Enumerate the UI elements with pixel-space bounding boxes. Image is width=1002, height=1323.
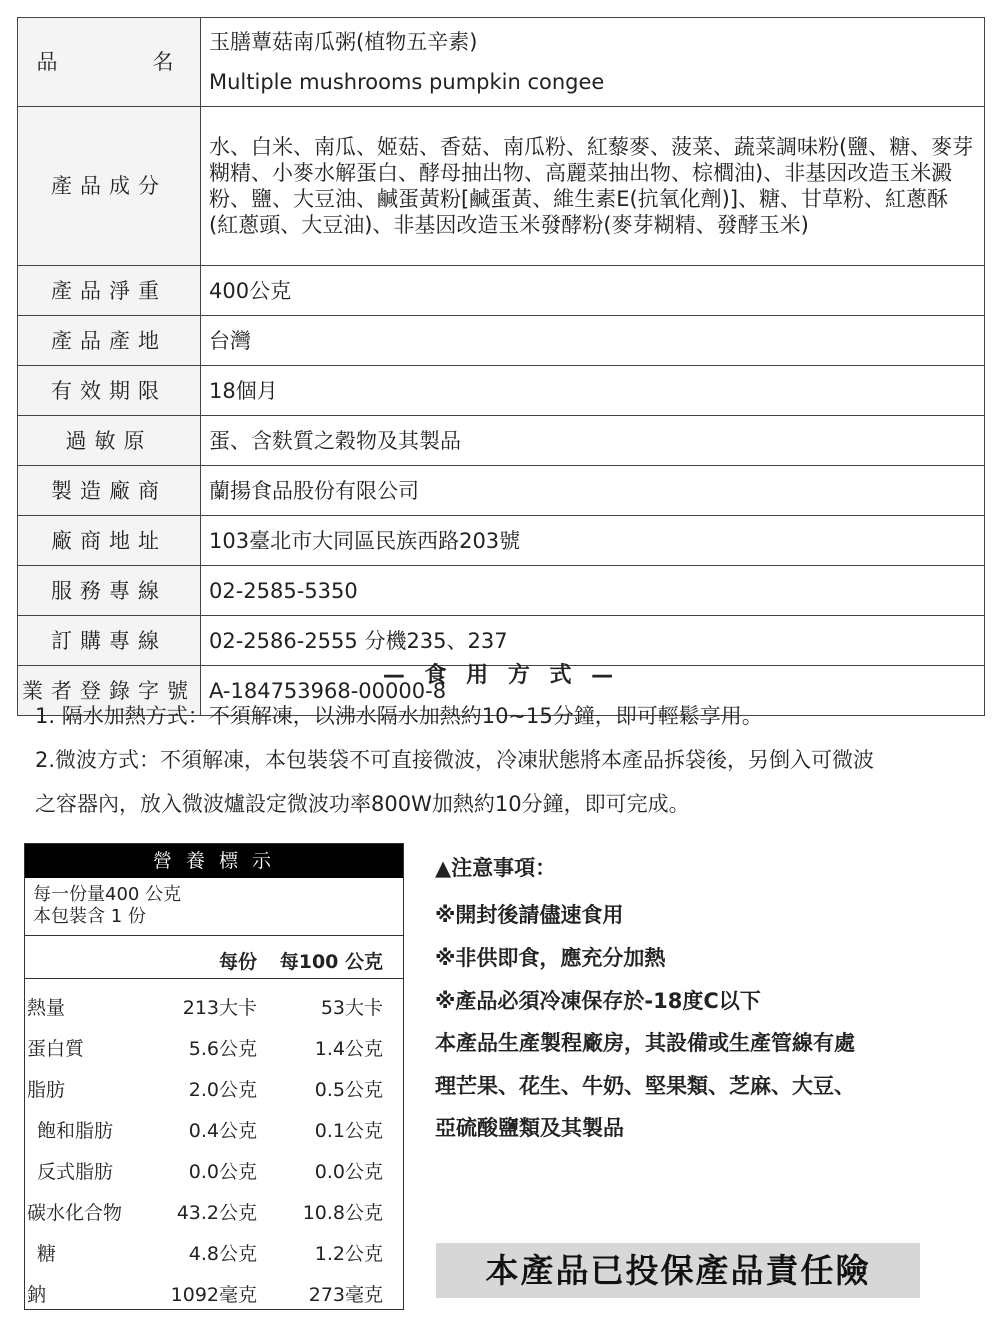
caution-item: 本產品生產製程廠房，其設備或生產管線有處 <box>435 1031 855 1055</box>
nutrition-column-header <box>25 936 403 979</box>
registration-label: 業者登錄字號 <box>18 666 201 716</box>
nutrition-row <box>25 1065 403 1106</box>
product-name-en: Multiple mushrooms pumpkin congee <box>209 70 605 94</box>
nutrient-per-100g: 10.8公克 <box>302 1202 383 1224</box>
product-name-row <box>18 18 985 107</box>
order-line-value: 02-2586-2555 分機235、237 <box>201 616 985 666</box>
address-value: 103臺北市大同區民族西路203號 <box>201 516 985 566</box>
service-line-label: 服務專線 <box>18 566 201 616</box>
origin-label: 產品產地 <box>18 316 201 366</box>
allergen-label: 過敏原 <box>18 416 201 466</box>
caution-item: ※產品必須冷凍保存於-18度C以下 <box>435 989 761 1013</box>
nutrient-per-serving: 4.8公克 <box>188 1243 257 1265</box>
nutrition-facts-box <box>24 843 404 1310</box>
origin-value: 台灣 <box>201 316 985 366</box>
nutrition-row <box>25 1106 403 1147</box>
nutrient-name: 反式脂肪 <box>37 1161 114 1183</box>
info-row <box>18 416 985 466</box>
usage-microwave-instruction-cont: 之容器內，放入微波爐設定微波功率800W加熱約10分鐘，即可完成。 <box>35 792 690 816</box>
caution-item: 亞硫酸鹽類及其製品 <box>435 1116 624 1140</box>
net-weight-value: 400公克 <box>201 266 985 316</box>
ingredients-value: 水、白米、南瓜、姬菇、香菇、南瓜粉、紅藜麥、菠菜、蔬菜調味粉(鹽、糖、麥芽糊精、小麥水解蛋白、酵母抽出物、高麗菜抽出物、棕櫚油)、非基因改造玉米澱粉、鹽、大豆油、鹹蛋黃粉[鹹蛋黃、維生素E(抗氧化劑)]、糖、甘草粉、紅蔥酥(紅蔥頭、大豆油)、非基因改造玉米發酵粉(麥芽糊精、發酵玉米) <box>201 107 985 266</box>
order-line-label: 訂購專線 <box>18 616 201 666</box>
nutrition-rows <box>25 979 403 1311</box>
product-name-value <box>201 18 985 107</box>
nutrient-per-100g: 1.4公克 <box>314 1038 383 1060</box>
nutrient-name: 脂肪 <box>27 1079 66 1101</box>
usage-title: — 食 用 方 式 — <box>382 663 620 688</box>
nutrition-row <box>25 1147 403 1188</box>
nutrition-row <box>25 1188 403 1229</box>
info-row <box>18 566 985 616</box>
nutrient-per-serving: 0.0公克 <box>188 1161 257 1183</box>
registration-value: A-184753968-00000-8 <box>201 666 985 716</box>
nutrition-serving-info <box>25 878 403 936</box>
nutrient-name: 飽和脂肪 <box>37 1120 114 1142</box>
serving-size: 每一份量400 公克 <box>33 884 182 905</box>
product-info-table <box>17 17 985 716</box>
caution-item: 理芒果、花生、牛奶、堅果類、芝麻、大豆、 <box>435 1074 855 1098</box>
nutrient-per-serving: 43.2公克 <box>176 1202 257 1224</box>
nutrient-per-serving: 1092毫克 <box>170 1284 257 1306</box>
net-weight-label: 產品淨重 <box>18 266 201 316</box>
per-serving-header: 每份 <box>218 951 257 973</box>
nutrient-per-100g: 1.2公克 <box>314 1243 383 1265</box>
info-row <box>18 516 985 566</box>
usage-steam-instruction: 1. 隔水加熱方式：不須解凍，以沸水隔水加熱約10~15分鐘，即可輕鬆享用。 <box>35 704 763 728</box>
nutrient-name: 蛋白質 <box>27 1038 85 1060</box>
service-line-value: 02-2585-5350 <box>201 566 985 616</box>
caution-item: ※開封後請儘速食用 <box>435 903 624 927</box>
address-label: 廠商地址 <box>18 516 201 566</box>
manufacturer-value: 蘭揚食品股份有限公司 <box>201 466 985 516</box>
nutrient-per-serving: 213大卡 <box>182 997 257 1019</box>
nutrition-row <box>25 1229 403 1270</box>
nutrient-per-100g: 0.0公克 <box>314 1161 383 1183</box>
nutrient-per-serving: 2.0公克 <box>188 1079 257 1101</box>
product-name-zh: 玉膳蕈菇南瓜粥(植物五辛素) <box>209 30 478 54</box>
allergen-value: 蛋、含麩質之穀物及其製品 <box>201 416 985 466</box>
caution-item: ※非供即食，應充分加熱 <box>435 946 666 970</box>
manufacturer-label: 製造廠商 <box>18 466 201 516</box>
product-name-label: 品 名 <box>18 18 201 107</box>
caution-title: ▲注意事項： <box>435 856 557 880</box>
nutrient-per-100g: 53大卡 <box>320 997 383 1019</box>
nutrient-per-100g: 0.5公克 <box>314 1079 383 1101</box>
shelf-life-label: 有效期限 <box>18 366 201 416</box>
ingredients-label: 產品成分 <box>18 107 201 266</box>
servings-per-package: 本包裝含 1 份 <box>33 906 146 927</box>
nutrition-row <box>25 1024 403 1065</box>
info-row <box>18 366 985 416</box>
info-row <box>18 466 985 516</box>
nutrient-name: 熱量 <box>27 997 66 1019</box>
per-100g-header: 每100 公克 <box>279 951 383 973</box>
info-row <box>18 266 985 316</box>
info-row <box>18 316 985 366</box>
ingredients-row <box>18 107 985 266</box>
nutrient-name: 碳水化合物 <box>27 1202 123 1224</box>
nutrient-name: 鈉 <box>27 1284 47 1306</box>
nutrition-row <box>25 983 403 1024</box>
shelf-life-value: 18個月 <box>201 366 985 416</box>
nutrition-header: 營 養 標 示 <box>25 844 403 878</box>
nutrient-per-100g: 273毫克 <box>308 1284 383 1306</box>
nutrient-per-serving: 5.6公克 <box>188 1038 257 1060</box>
nutrient-name: 糖 <box>37 1243 57 1265</box>
nutrient-per-serving: 0.4公克 <box>188 1120 257 1142</box>
nutrient-per-100g: 0.1公克 <box>314 1120 383 1142</box>
usage-microwave-instruction: 2.微波方式：不須解凍，本包裝袋不可直接微波，冷凍狀態將本產品拆袋後，另倒入可微波 <box>35 748 875 772</box>
nutrition-row <box>25 1270 403 1311</box>
insurance-banner: 本產品已投保產品責任險 <box>436 1243 920 1298</box>
